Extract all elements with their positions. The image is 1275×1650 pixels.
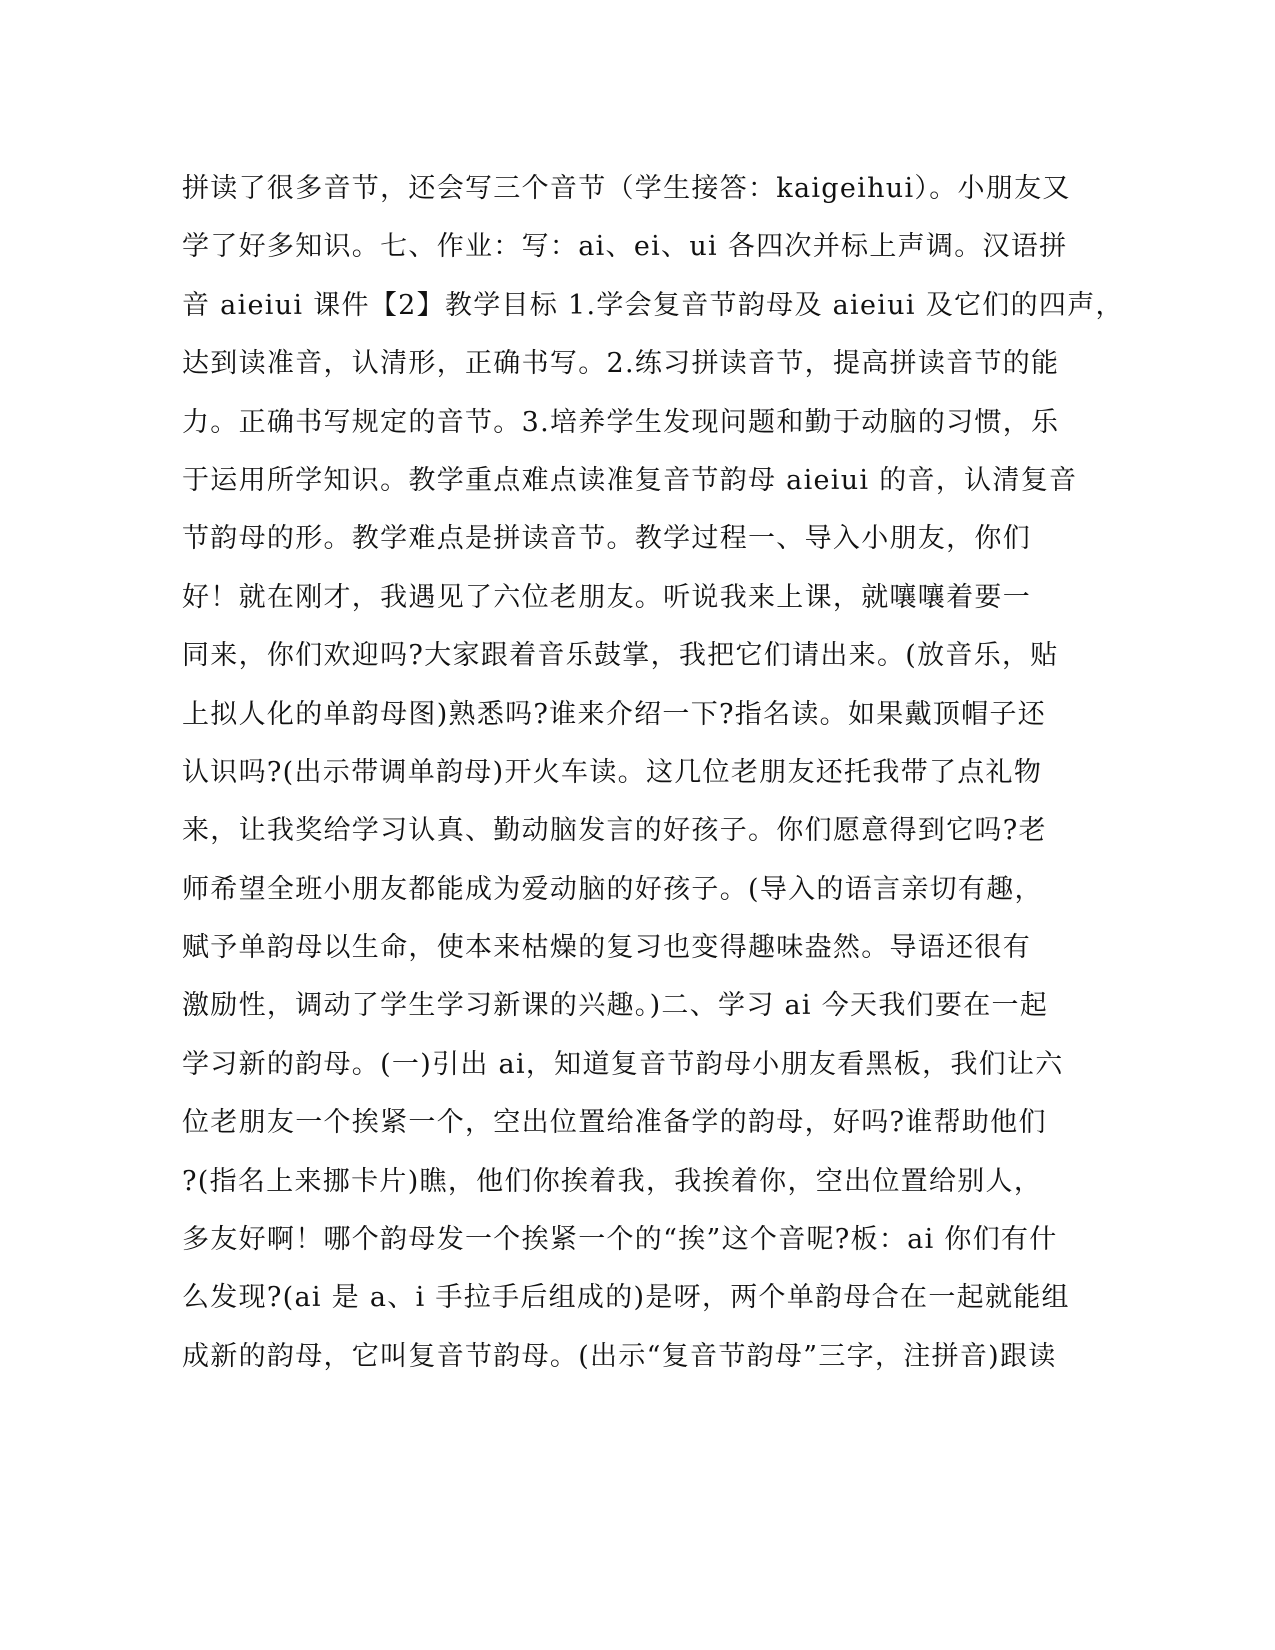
text-line: 么发现?(ai 是 a、i 手拉手后组成的)是呀，两个单韵母合在一起就能组 [182,1282,1070,1314]
text-line: 激励性，调动了学生学习新课的兴趣。)二、学习 ai 今天我们要在一起 [182,990,1049,1022]
text-line: 节韵母的形。教学难点是拼读音节。教学过程一、导入小朋友，你们 [182,523,1031,555]
text-line: 力。正确书写规定的音节。3.培养学生发现问题和勤于动脑的习惯，乐 [182,406,1060,438]
text-line: 师希望全班小朋友都能成为爱动脑的好孩子。(导入的语言亲切有趣， [182,873,1043,905]
text-line: 上拟人化的单韵母图)熟悉吗?谁来介绍一下?指名读。如果戴顶帽子还 [182,698,1047,730]
text-line: 多友好啊！哪个韵母发一个挨紧一个的“挨”这个音呢?板：ai 你们有什 [182,1224,1058,1256]
text-line: 来，让我奖给学习认真、勤动脑发言的好孩子。你们愿意得到它吗?老 [182,815,1047,847]
text-line: 成新的韵母，它叫复音节韵母。(出示“复音节韵母”三字，注拼音)跟读 [182,1340,1057,1372]
text-line: 音 aieiui 课件【2】教学目标 1.学会复音节韵母及 aieiui 及它们的四声， [182,289,1124,321]
text-line: 达到读准音，认清形，正确书写。2.练习拼读音节，提高拼读音节的能 [182,348,1060,380]
body-text [182,160,1124,1386]
text-line: ?(指名上来挪卡片)瞧，他们你挨着我，我挨着你，空出位置给别人， [182,1165,1043,1197]
text-line: 学习新的韵母。(一)引出 ai，知道复音节韵母小朋友看黑板，我们让六 [182,1048,1064,1080]
text-line: 学了好多知识。七、作业：写：ai、ei、ui 各四次并标上声调。汉语拼 [182,231,1068,263]
text-line: 好！就在刚才，我遇见了六位老朋友。听说我来上课，就嚷嚷着要一 [182,581,1031,613]
text-line: 拼读了很多音节，还会写三个音节（学生接答：kaigeihui）。小朋友又 [182,173,1071,204]
text-line: 同来，你们欢迎吗?大家跟着音乐鼓掌，我把它们请出来。(放音乐，贴 [182,640,1059,672]
text-line: 赋予单韵母以生命，使本来枯燥的复习也变得趣味盎然。导语还很有 [182,932,1031,964]
text-line: 位老朋友一个挨紧一个，空出位置给准备学的韵母，好吗?谁帮助他们 [182,1107,1047,1139]
text-line: 认识吗?(出示带调单韵母)开火车读。这几位老朋友还托我带了点礼物 [182,756,1043,788]
text-line: 于运用所学知识。教学重点难点读准复音节韵母 aieiui 的音，认清复音 [182,464,1078,496]
